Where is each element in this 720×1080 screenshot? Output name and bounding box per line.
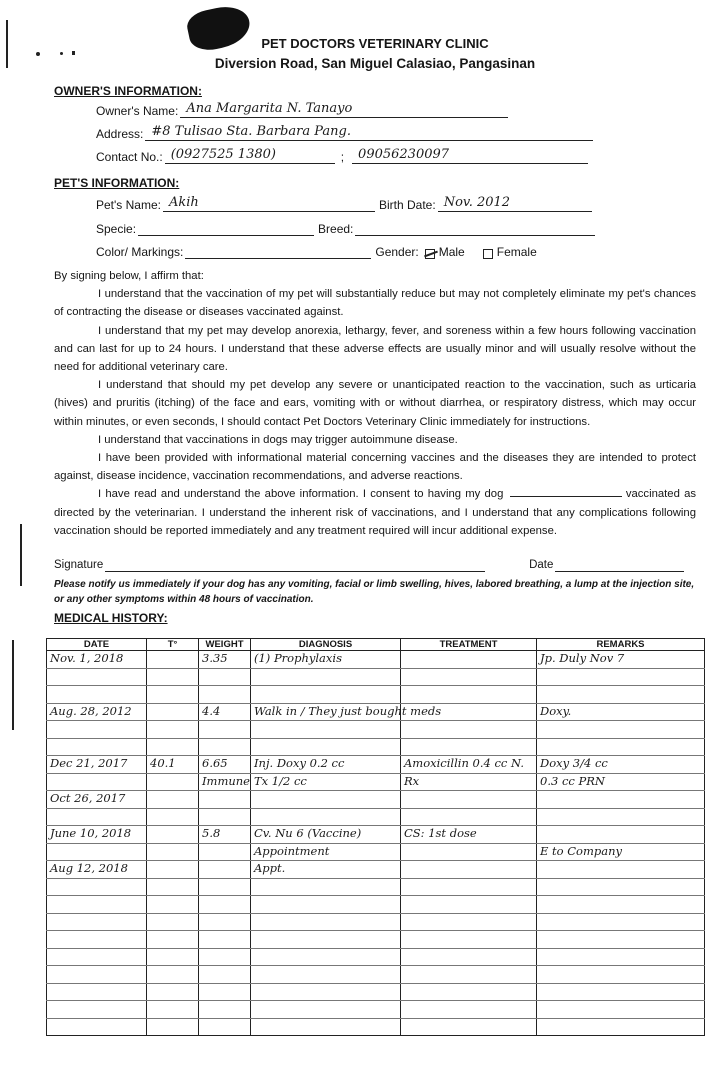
birth-date-label: Birth Date: xyxy=(378,198,436,212)
handwritten-entry: 3.35 xyxy=(202,651,228,665)
handwritten-entry: 40.1 xyxy=(150,756,176,770)
cell-date[interactable] xyxy=(47,703,147,721)
table-row xyxy=(47,948,705,966)
cell-treatment[interactable] xyxy=(401,721,537,739)
cell-diagnosis[interactable] xyxy=(251,651,401,669)
cell-date[interactable] xyxy=(47,843,147,861)
consent-intro: By signing below, I affirm that: xyxy=(54,270,204,282)
color-field[interactable] xyxy=(185,243,371,259)
cell-date[interactable] xyxy=(47,773,147,791)
table-row xyxy=(47,931,705,949)
table-row xyxy=(47,966,705,984)
cell-diagnosis[interactable] xyxy=(251,1018,401,1036)
cell-treatment[interactable] xyxy=(401,1018,537,1036)
handwritten-entry: Doxy 3/4 cc xyxy=(540,756,608,770)
notice-text: Please notify us immediately if your dog has any vomiting, facial or limb swelling, hives, labored breathing, a lump at the injection site, or any other symptoms within 48 hours of vaccination. xyxy=(54,579,695,605)
cell-weight[interactable] xyxy=(199,983,251,1001)
consent-p6-end: vaccinated as directed by the veterinarian. I understand the inherent risk of vaccinations, and I understand that any complications following vaccination should be reported immediately and any treatment required will incur additional expense. xyxy=(54,488,697,537)
cell-treatment[interactable] xyxy=(401,966,537,984)
consent-paragraph-6 xyxy=(54,485,696,540)
cell-date[interactable] xyxy=(47,826,147,844)
handwritten-entry: Dec 21, 2017 xyxy=(50,756,128,770)
cell-date[interactable] xyxy=(47,721,147,739)
cell-treatment[interactable] xyxy=(401,808,537,826)
cell-date[interactable] xyxy=(47,896,147,914)
handwritten-entry: June 10, 2018 xyxy=(50,826,132,840)
cell-weight[interactable] xyxy=(199,878,251,896)
cell-weight[interactable] xyxy=(199,703,251,721)
birth-date-value: Nov. 2012 xyxy=(443,195,511,210)
cell-diagnosis[interactable] xyxy=(251,896,401,914)
cell-date[interactable] xyxy=(47,966,147,984)
cell-date[interactable] xyxy=(47,983,147,1001)
table-row xyxy=(47,878,705,896)
cell-treatment[interactable] xyxy=(401,703,537,721)
cell-diagnosis[interactable] xyxy=(251,878,401,896)
contact-label: Contact No.: xyxy=(96,150,163,164)
cell-diagnosis[interactable] xyxy=(251,948,401,966)
contact-value-2: 09056230097 xyxy=(358,147,450,162)
breed-label: Breed: xyxy=(318,222,354,236)
specie-field[interactable] xyxy=(138,220,314,236)
cell-date[interactable] xyxy=(47,738,147,756)
contact-field-1[interactable] xyxy=(165,148,335,164)
contact-separator: ; xyxy=(340,150,345,164)
cell-treatment[interactable] xyxy=(401,931,537,949)
table-row xyxy=(47,1018,705,1036)
pet-name-value: Akih xyxy=(168,195,199,210)
column-header-diagnosis: DIAGNOSIS xyxy=(251,639,401,651)
table-body xyxy=(47,651,705,1036)
table-row xyxy=(47,826,705,844)
owner-name-value: Ana Margarita N. Tanayo xyxy=(186,101,353,116)
handwritten-entry: (1) Prophylaxis xyxy=(254,651,342,665)
cell-temp[interactable] xyxy=(147,703,199,721)
cell-weight[interactable] xyxy=(199,826,251,844)
cell-temp[interactable] xyxy=(147,878,199,896)
cell-date[interactable] xyxy=(47,1001,147,1019)
cell-remarks[interactable] xyxy=(537,843,705,861)
cell-temp[interactable] xyxy=(147,756,199,774)
cell-remarks[interactable] xyxy=(537,773,705,791)
cell-temp[interactable] xyxy=(147,931,199,949)
consent-paragraph-5: I have been provided with informational material concerning vaccines and the diseases they are intended to protect against, disease incidence, vaccination recommendations, and adverse reactions. xyxy=(54,452,696,483)
table-row xyxy=(47,686,705,704)
cell-date[interactable] xyxy=(47,878,147,896)
address-field[interactable] xyxy=(145,125,593,141)
male-label: Male xyxy=(438,245,465,259)
cell-treatment[interactable] xyxy=(401,826,537,844)
clinic-address: Diversion Road, San Miguel Calasiao, Pangasinan xyxy=(214,56,536,71)
address-value: #8 Tulisao Sta. Barbara Pang. xyxy=(151,124,351,139)
handwritten-entry: 4.4 xyxy=(202,703,221,718)
color-label: Color/ Markings: xyxy=(96,245,184,259)
cell-date[interactable] xyxy=(47,756,147,774)
table-row xyxy=(47,896,705,914)
cell-diagnosis[interactable] xyxy=(251,686,401,704)
cell-temp[interactable] xyxy=(147,721,199,739)
pet-name-field[interactable] xyxy=(163,196,375,212)
address-label: Address: xyxy=(96,127,144,141)
cell-weight[interactable] xyxy=(199,861,251,879)
handwritten-entry: Immune xyxy=(202,773,250,788)
contact-row xyxy=(96,148,588,164)
cell-diagnosis[interactable] xyxy=(251,826,401,844)
cell-diagnosis[interactable] xyxy=(251,773,401,791)
cell-diagnosis[interactable] xyxy=(251,843,401,861)
clinic-name: PET DOCTORS VETERINARY CLINIC xyxy=(261,36,489,51)
table-row xyxy=(47,791,705,809)
handwritten-entry: Inj. Doxy 0.2 cc xyxy=(254,756,345,770)
address-row xyxy=(96,125,593,141)
cell-diagnosis[interactable] xyxy=(251,756,401,774)
cell-date[interactable] xyxy=(47,1018,147,1036)
cell-treatment[interactable] xyxy=(401,791,537,809)
column-header-remarks: REMARKS xyxy=(537,639,705,651)
pet-name-label: Pet's Name: xyxy=(96,198,161,212)
cell-weight[interactable] xyxy=(199,721,251,739)
cell-remarks[interactable] xyxy=(537,1001,705,1019)
handwritten-entry: 5.8 xyxy=(202,826,221,840)
cell-weight[interactable] xyxy=(199,668,251,686)
cell-weight[interactable] xyxy=(199,1018,251,1036)
cell-remarks[interactable] xyxy=(537,651,705,669)
medical-history-title: MEDICAL HISTORY: xyxy=(54,611,168,625)
cell-diagnosis[interactable] xyxy=(251,738,401,756)
table-row xyxy=(47,738,705,756)
handwritten-entry: Rx xyxy=(404,773,420,788)
cell-remarks[interactable] xyxy=(537,826,705,844)
table-row xyxy=(47,721,705,739)
cell-treatment[interactable] xyxy=(401,773,537,791)
cell-temp[interactable] xyxy=(147,738,199,756)
cell-remarks[interactable] xyxy=(537,931,705,949)
consent-text xyxy=(54,267,696,540)
cell-diagnosis[interactable] xyxy=(251,791,401,809)
cell-temp[interactable] xyxy=(147,948,199,966)
cell-remarks[interactable] xyxy=(537,878,705,896)
consent-paragraph-1: I understand that the vaccination of my pet will substantially reduce but may not completely eliminate my pet's chances of contracting the disease or diseases vaccinated against. xyxy=(54,288,696,319)
column-header-treatment: TREATMENT xyxy=(401,639,537,651)
handwritten-entry: CS: 1st dose xyxy=(404,826,477,840)
cell-weight[interactable] xyxy=(199,686,251,704)
handwritten-entry: Aug 12, 2018 xyxy=(50,861,128,875)
handwritten-entry: Oct 26, 2017 xyxy=(50,791,126,805)
handwritten-entry: Doxy. xyxy=(540,703,572,718)
cell-weight[interactable] xyxy=(199,738,251,756)
owner-section-title: OWNER'S INFORMATION: xyxy=(54,84,202,98)
cell-temp[interactable] xyxy=(147,668,199,686)
cell-remarks[interactable] xyxy=(537,983,705,1001)
cell-treatment[interactable] xyxy=(401,896,537,914)
cell-treatment[interactable] xyxy=(401,983,537,1001)
handwritten-entry: 0.3 cc PRN xyxy=(540,773,605,788)
consent-paragraph-2: I understand that my pet may develop anorexia, lethargy, fever, and soreness within a few hours following vaccination and can last for up to 24 hours. I understand that these adverse effects are usually minor and will usually resolve without the need for additional veterinary care. xyxy=(54,324,696,374)
gender-label: Gender: xyxy=(375,245,419,259)
owner-name-row xyxy=(96,102,508,118)
cell-remarks[interactable] xyxy=(537,738,705,756)
cell-remarks[interactable] xyxy=(537,948,705,966)
cell-treatment[interactable] xyxy=(401,756,537,774)
cell-diagnosis[interactable] xyxy=(251,861,401,879)
cell-treatment[interactable] xyxy=(401,861,537,879)
handwritten-entry: Appt. xyxy=(254,861,286,875)
owner-name-label: Owner's Name: xyxy=(96,104,179,118)
cell-weight[interactable] xyxy=(199,791,251,809)
table-row xyxy=(47,703,705,721)
cell-weight[interactable] xyxy=(199,756,251,774)
female-checkbox[interactable] xyxy=(483,249,493,259)
cell-date[interactable] xyxy=(47,861,147,879)
cell-diagnosis[interactable] xyxy=(251,931,401,949)
handwritten-entry: Nov. 1, 2018 xyxy=(50,651,124,665)
color-gender-row xyxy=(96,243,537,259)
cell-remarks[interactable] xyxy=(537,686,705,704)
cell-temp[interactable] xyxy=(147,861,199,879)
cell-treatment[interactable] xyxy=(401,948,537,966)
cell-weight[interactable] xyxy=(199,966,251,984)
handwritten-entry: Walk in / They just bought meds xyxy=(254,703,442,718)
consent-p6-start: I have read and understand the above information. I consent to having my dog xyxy=(98,488,504,501)
cell-temp[interactable] xyxy=(147,773,199,791)
column-header-weight: WEIGHT xyxy=(199,639,251,651)
contact-value-1: (0927525 1380) xyxy=(170,147,276,162)
medical-history-table xyxy=(46,638,705,1036)
table-row xyxy=(47,913,705,931)
cell-date[interactable] xyxy=(47,686,147,704)
cell-temp[interactable] xyxy=(147,966,199,984)
consent-paragraph-3: I understand that should my pet develop any severe or unanticipated reaction to the vaccination, such as urticaria (hives) and pruritis (itching) of the face and ears, vomiting with or without diarrhea, or respiratory distress, which may occur within minutes, or even seconds, I should contact Pet Doctors Veterinary Clinic immediately for instructions. xyxy=(54,379,696,428)
cell-temp[interactable] xyxy=(147,1001,199,1019)
cell-weight[interactable] xyxy=(199,1001,251,1019)
handwritten-entry: 6.65 xyxy=(202,756,228,770)
cell-remarks[interactable] xyxy=(537,668,705,686)
cell-weight[interactable] xyxy=(199,913,251,931)
cell-treatment[interactable] xyxy=(401,651,537,669)
cell-temp[interactable] xyxy=(147,913,199,931)
margin-line xyxy=(20,524,22,586)
handwritten-entry: Aug. 28, 2012 xyxy=(50,703,132,718)
cell-treatment[interactable] xyxy=(401,1001,537,1019)
cell-treatment[interactable] xyxy=(401,843,537,861)
dog-name-blank[interactable] xyxy=(510,485,622,497)
handwritten-entry: Jp. Duly Nov 7 xyxy=(540,651,625,665)
cell-temp[interactable] xyxy=(147,1018,199,1036)
cell-remarks[interactable] xyxy=(537,703,705,721)
cell-temp[interactable] xyxy=(147,651,199,669)
table-row xyxy=(47,843,705,861)
table-row xyxy=(47,756,705,774)
cell-weight[interactable] xyxy=(199,931,251,949)
cell-temp[interactable] xyxy=(147,791,199,809)
cell-temp[interactable] xyxy=(147,826,199,844)
cell-diagnosis[interactable] xyxy=(251,721,401,739)
cell-remarks[interactable] xyxy=(537,861,705,879)
cell-treatment[interactable] xyxy=(401,686,537,704)
cell-date[interactable] xyxy=(47,931,147,949)
table-row xyxy=(47,808,705,826)
cell-temp[interactable] xyxy=(147,843,199,861)
pet-name-row xyxy=(96,196,592,212)
table-row xyxy=(47,668,705,686)
cell-remarks[interactable] xyxy=(537,913,705,931)
signature-label: Signature xyxy=(54,559,104,571)
table-row xyxy=(47,983,705,1001)
cell-date[interactable] xyxy=(47,948,147,966)
cell-remarks[interactable] xyxy=(537,808,705,826)
breed-field[interactable] xyxy=(355,220,595,236)
cell-weight[interactable] xyxy=(199,843,251,861)
cell-weight[interactable] xyxy=(199,651,251,669)
date-label: Date xyxy=(529,559,554,571)
handwritten-entry: Appointment xyxy=(254,843,330,858)
pet-section-title: PET'S INFORMATION: xyxy=(54,176,180,190)
margin-mark xyxy=(72,51,75,55)
cell-temp[interactable] xyxy=(147,686,199,704)
cell-diagnosis[interactable] xyxy=(251,703,442,721)
cell-date[interactable] xyxy=(47,913,147,931)
owner-name-field[interactable] xyxy=(180,102,508,118)
contact-field-2[interactable] xyxy=(352,148,588,164)
cell-remarks[interactable] xyxy=(537,756,705,774)
cell-treatment[interactable] xyxy=(401,668,537,686)
cell-temp[interactable] xyxy=(147,983,199,1001)
table-row xyxy=(47,1001,705,1019)
cell-remarks[interactable] xyxy=(537,791,705,809)
consent-paragraph-4: I understand that vaccinations in dogs may trigger autoimmune disease. xyxy=(98,433,458,446)
table-row xyxy=(47,861,705,879)
cell-remarks[interactable] xyxy=(537,896,705,914)
cell-date[interactable] xyxy=(47,791,147,809)
cell-weight[interactable] xyxy=(199,896,251,914)
cell-diagnosis[interactable] xyxy=(251,983,401,1001)
table-row xyxy=(47,651,705,669)
specie-row xyxy=(96,220,595,236)
cell-weight[interactable] xyxy=(199,948,251,966)
signature-field[interactable] xyxy=(105,559,485,572)
cell-weight[interactable] xyxy=(199,808,251,826)
cell-weight[interactable] xyxy=(199,773,251,791)
handwritten-entry: Cv. Nu 6 (Vaccine) xyxy=(254,826,362,840)
birth-date-field[interactable] xyxy=(438,196,592,212)
cell-date[interactable] xyxy=(47,808,147,826)
handwritten-entry: Amoxicillin 0.4 cc N. xyxy=(404,756,524,770)
cell-date[interactable] xyxy=(47,668,147,686)
female-label: Female xyxy=(496,245,537,259)
cell-date[interactable] xyxy=(47,651,147,669)
cell-temp[interactable] xyxy=(147,896,199,914)
handwritten-entry: Tx 1/2 cc xyxy=(254,773,307,788)
cell-diagnosis[interactable] xyxy=(251,966,401,984)
cell-diagnosis[interactable] xyxy=(251,668,401,686)
cell-diagnosis[interactable] xyxy=(251,913,401,931)
cell-treatment[interactable] xyxy=(401,913,537,931)
cell-treatment[interactable] xyxy=(401,738,537,756)
table-row xyxy=(47,773,705,791)
specie-label: Specie: xyxy=(96,222,137,236)
margin-line xyxy=(12,640,14,730)
cell-remarks[interactable] xyxy=(537,721,705,739)
cell-remarks[interactable] xyxy=(537,1018,705,1036)
cell-diagnosis[interactable] xyxy=(251,1001,401,1019)
margin-mark xyxy=(60,52,63,55)
cell-treatment[interactable] xyxy=(401,878,537,896)
column-header-temp: T° xyxy=(147,639,199,651)
table-header-row xyxy=(47,639,705,651)
cell-remarks[interactable] xyxy=(537,966,705,984)
cell-diagnosis[interactable] xyxy=(251,808,401,826)
cell-temp[interactable] xyxy=(147,808,199,826)
handwritten-entry: E to Company xyxy=(540,843,622,858)
date-field[interactable] xyxy=(555,559,684,572)
column-header-date: DATE xyxy=(47,639,147,651)
signature-row xyxy=(54,559,684,572)
male-checkbox[interactable] xyxy=(425,249,435,259)
